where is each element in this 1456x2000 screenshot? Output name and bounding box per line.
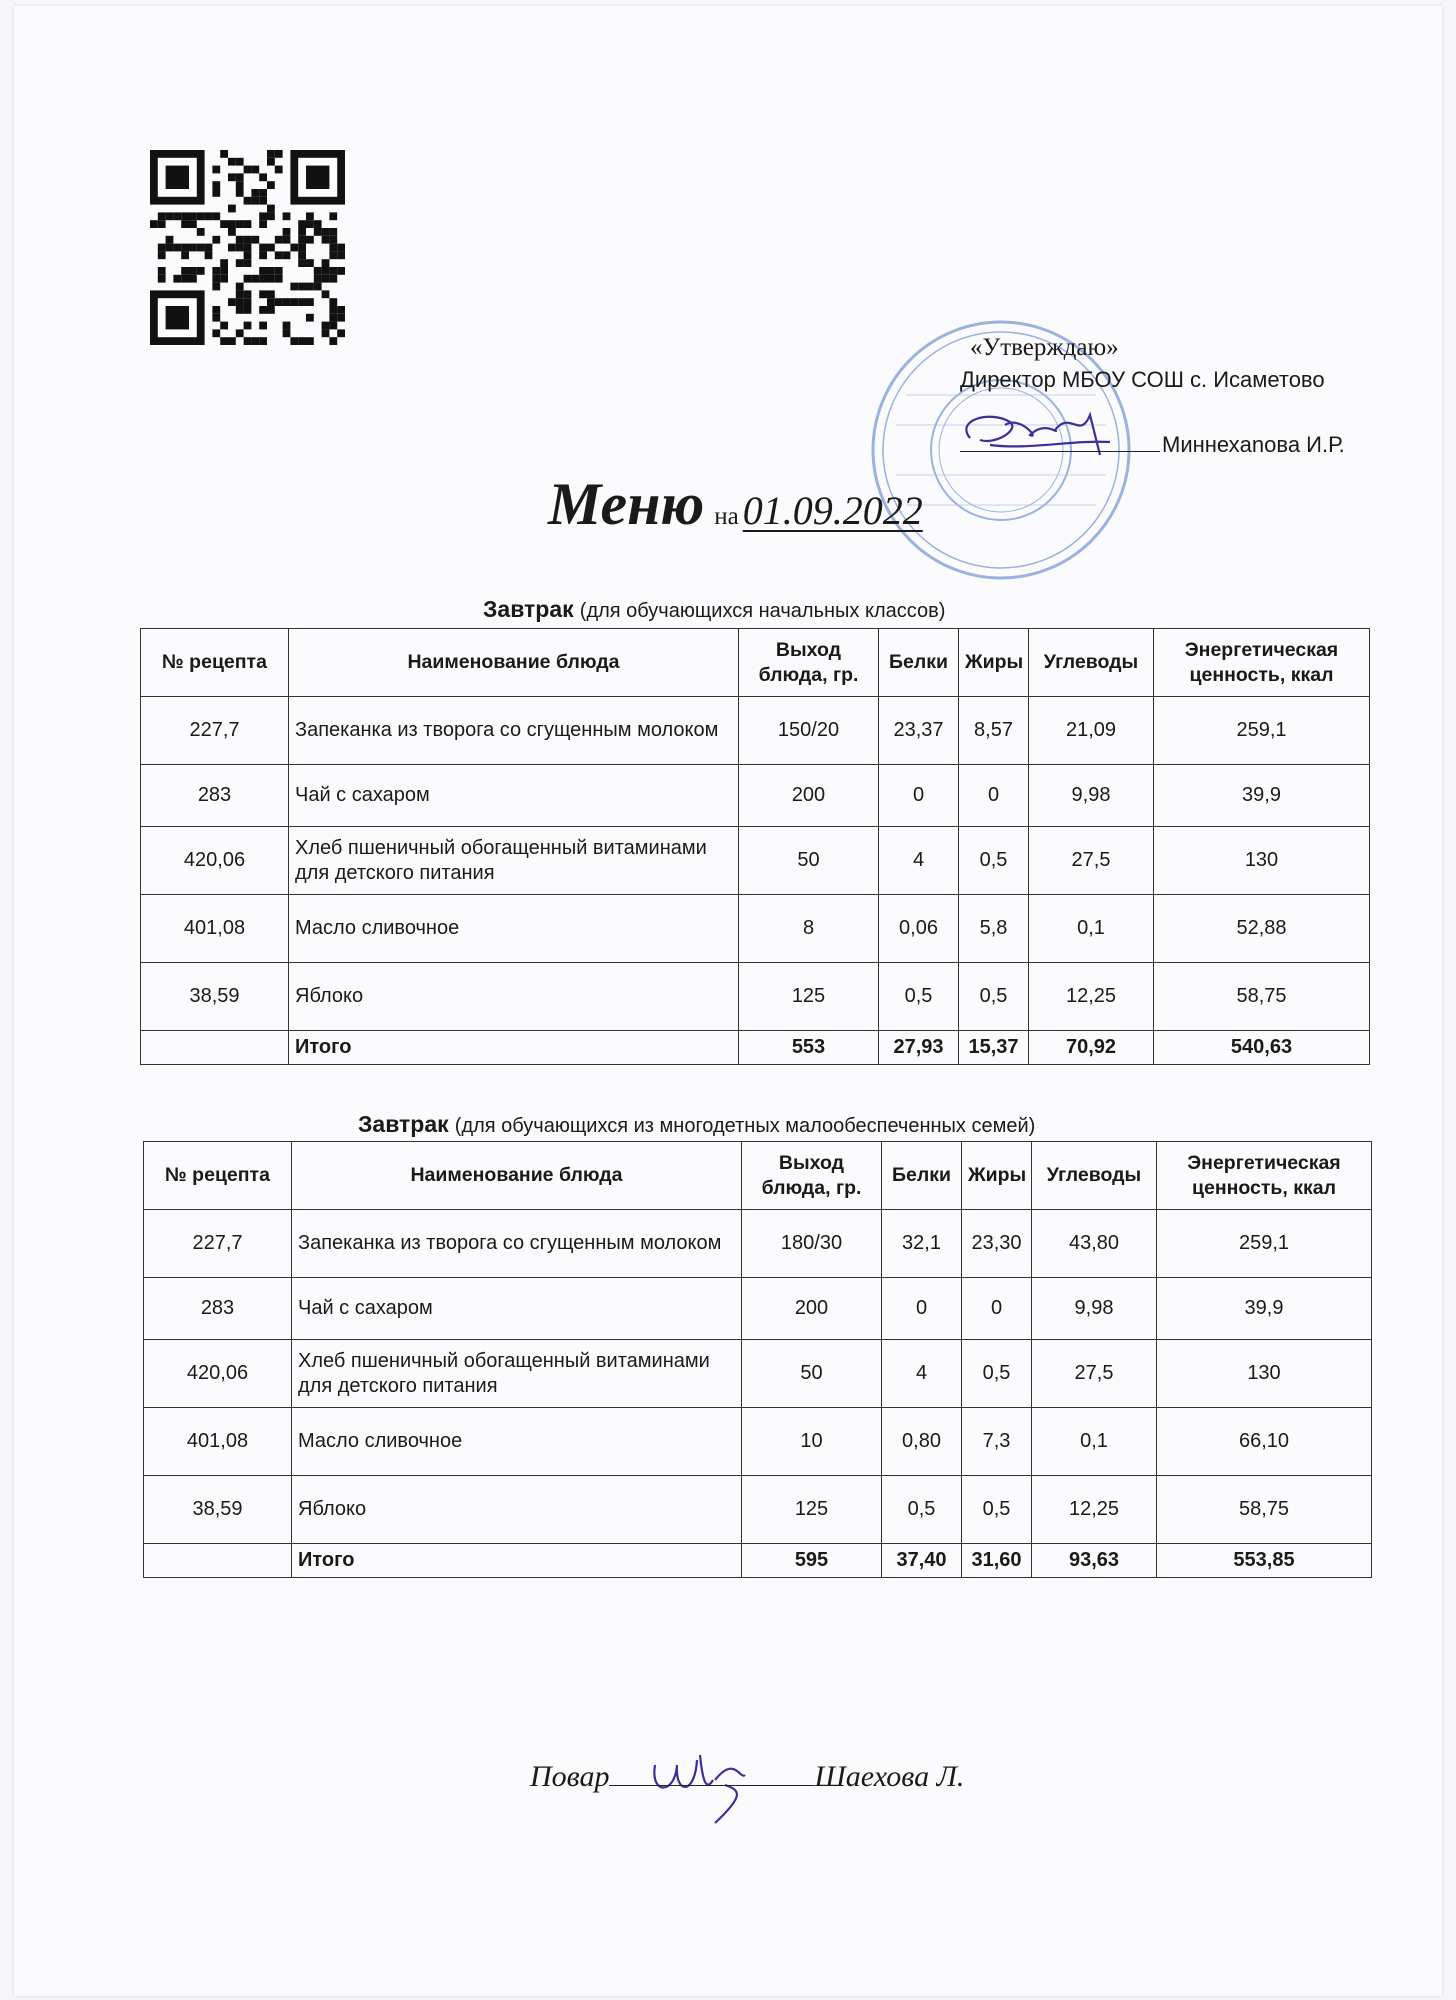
value-cell: 0,5 <box>882 1476 962 1544</box>
value-cell: 32,1 <box>882 1210 962 1278</box>
value-cell: 50 <box>742 1340 882 1408</box>
menu-table-large-families <box>143 1141 1372 1578</box>
dish-name-cell: Чай с сахаром <box>292 1278 742 1340</box>
value-cell: 200 <box>739 765 879 827</box>
table-row <box>144 1278 1372 1340</box>
value-cell: 180/30 <box>742 1210 882 1278</box>
value-cell: 58,75 <box>1154 963 1370 1031</box>
column-header: Углеводы <box>1029 629 1154 697</box>
menu-table-primary <box>140 628 1370 1065</box>
value-cell: 0,5 <box>959 827 1029 895</box>
value-cell: 9,98 <box>1032 1278 1157 1340</box>
value-cell: 23,30 <box>962 1210 1032 1278</box>
value-cell: 70,92 <box>1029 1031 1154 1065</box>
value-cell: 200 <box>742 1278 882 1340</box>
value-cell: 93,63 <box>1032 1544 1157 1578</box>
table2-caption <box>358 1111 1035 1138</box>
recipe-number-cell: 283 <box>144 1278 292 1340</box>
value-cell: 43,80 <box>1032 1210 1157 1278</box>
value-cell: 0,5 <box>962 1340 1032 1408</box>
value-cell: 15,37 <box>959 1031 1029 1065</box>
value-cell: 7,3 <box>962 1408 1032 1476</box>
value-cell: 0,06 <box>879 895 959 963</box>
recipe-number-cell: 401,08 <box>144 1408 292 1476</box>
page-title <box>548 470 923 539</box>
recipe-number-cell: 38,59 <box>144 1476 292 1544</box>
value-cell: 0 <box>879 765 959 827</box>
value-cell: 0 <box>962 1278 1032 1340</box>
table-row <box>141 765 1370 827</box>
value-cell: 23,37 <box>879 697 959 765</box>
value-cell: 50 <box>739 827 879 895</box>
table-header-row <box>141 629 1370 697</box>
dish-name-cell: Запеканка из творога со сгущенным молоком <box>289 697 739 765</box>
dish-name-cell: Масло сливочное <box>292 1408 742 1476</box>
value-cell: 39,9 <box>1154 765 1370 827</box>
dish-name-cell: Хлеб пшеничный обогащенный витаминами для детского питания <box>292 1340 742 1408</box>
value-cell: 130 <box>1154 827 1370 895</box>
column-header: № рецепта <box>144 1142 292 1210</box>
recipe-number-cell: 38,59 <box>141 963 289 1031</box>
table2-caption-bold: Завтрак <box>358 1111 449 1137</box>
approval-heading: «Утверждаю» <box>970 334 1119 361</box>
column-header: Энергетическая ценность, ккал <box>1157 1142 1372 1210</box>
value-cell: 9,98 <box>1029 765 1154 827</box>
recipe-number-cell: 227,7 <box>141 697 289 765</box>
dish-name-cell: Чай с сахаром <box>289 765 739 827</box>
approval-name: Миннехanова И.Р. <box>1162 432 1345 457</box>
column-header: Выход блюда, гр. <box>739 629 879 697</box>
column-header: Жиры <box>962 1142 1032 1210</box>
column-header: № рецепта <box>141 629 289 697</box>
dish-name-cell: Запеканка из творога со сгущенным молоком <box>292 1210 742 1278</box>
value-cell: 27,93 <box>879 1031 959 1065</box>
dish-name-cell: Яблоко <box>289 963 739 1031</box>
value-cell: 39,9 <box>1157 1278 1372 1340</box>
column-header: Белки <box>879 629 959 697</box>
dish-name-cell: Итого <box>292 1544 742 1578</box>
table-row <box>141 895 1370 963</box>
value-cell: 150/20 <box>739 697 879 765</box>
recipe-number-cell: 420,06 <box>141 827 289 895</box>
value-cell: 130 <box>1157 1340 1372 1408</box>
value-cell: 4 <box>882 1340 962 1408</box>
dish-name-cell: Итого <box>289 1031 739 1065</box>
approval-position: Директор МБОУ СОШ с. Исаметово <box>960 367 1325 392</box>
cook-role: Повар <box>530 1760 610 1793</box>
dish-name-cell: Масло сливочное <box>289 895 739 963</box>
value-cell: 8,57 <box>959 697 1029 765</box>
recipe-number-cell: 283 <box>141 765 289 827</box>
column-header: Жиры <box>959 629 1029 697</box>
value-cell: 4 <box>879 827 959 895</box>
column-header: Выход блюда, гр. <box>742 1142 882 1210</box>
value-cell: 52,88 <box>1154 895 1370 963</box>
approval-signature-line <box>960 432 1345 458</box>
title-main: Меню <box>548 471 705 537</box>
table2-caption-rest: (для обучающихся из многодетных малообеспеченных семей) <box>454 1115 1036 1137</box>
total-row <box>144 1544 1372 1578</box>
column-header: Углеводы <box>1032 1142 1157 1210</box>
value-cell: 0,5 <box>879 963 959 1031</box>
value-cell: 12,25 <box>1032 1476 1157 1544</box>
recipe-number-cell <box>144 1544 292 1578</box>
table-row <box>144 1340 1372 1408</box>
table-header-row <box>144 1142 1372 1210</box>
value-cell: 31,60 <box>962 1544 1032 1578</box>
value-cell: 259,1 <box>1157 1210 1372 1278</box>
value-cell: 12,25 <box>1029 963 1154 1031</box>
value-cell: 58,75 <box>1157 1476 1372 1544</box>
table1-caption-rest: (для обучающихся начальных классов) <box>579 600 946 622</box>
value-cell: 27,5 <box>1032 1340 1157 1408</box>
value-cell: 8 <box>739 895 879 963</box>
column-header: Белки <box>882 1142 962 1210</box>
recipe-number-cell: 227,7 <box>144 1210 292 1278</box>
value-cell: 125 <box>742 1476 882 1544</box>
value-cell: 0,5 <box>962 1476 1032 1544</box>
title-preposition: на <box>714 503 739 530</box>
dish-name-cell: Хлеб пшеничный обогащенный витаминами для детского питания <box>289 827 739 895</box>
value-cell: 125 <box>739 963 879 1031</box>
recipe-number-cell: 420,06 <box>144 1340 292 1408</box>
value-cell: 540,63 <box>1154 1031 1370 1065</box>
value-cell: 27,5 <box>1029 827 1154 895</box>
total-row <box>141 1031 1370 1065</box>
title-date: 01.09.2022 <box>742 488 923 533</box>
value-cell: 37,40 <box>882 1544 962 1578</box>
value-cell: 66,10 <box>1157 1408 1372 1476</box>
recipe-number-cell <box>141 1031 289 1065</box>
value-cell: 0,1 <box>1029 895 1154 963</box>
value-cell: 553,85 <box>1157 1544 1372 1578</box>
cook-line <box>530 1760 964 1794</box>
value-cell: 0,5 <box>959 963 1029 1031</box>
column-header: Энергетическая ценность, ккал <box>1154 629 1370 697</box>
column-header: Наименование блюда <box>292 1142 742 1210</box>
value-cell: 0 <box>882 1278 962 1340</box>
value-cell: 595 <box>742 1544 882 1578</box>
dish-name-cell: Яблоко <box>292 1476 742 1544</box>
value-cell: 0,80 <box>882 1408 962 1476</box>
table-row <box>144 1408 1372 1476</box>
cook-name: Шаехова Л. <box>814 1760 965 1793</box>
table1-caption-bold: Завтрак <box>483 596 574 622</box>
value-cell: 10 <box>742 1408 882 1476</box>
qr-code <box>150 150 345 345</box>
table-row <box>141 963 1370 1031</box>
column-header: Наименование блюда <box>289 629 739 697</box>
value-cell: 259,1 <box>1154 697 1370 765</box>
table1-caption <box>483 596 945 623</box>
table-row <box>141 827 1370 895</box>
value-cell: 21,09 <box>1029 697 1154 765</box>
value-cell: 0 <box>959 765 1029 827</box>
table-row <box>144 1476 1372 1544</box>
table-row <box>141 697 1370 765</box>
recipe-number-cell: 401,08 <box>141 895 289 963</box>
table-row <box>144 1210 1372 1278</box>
value-cell: 0,1 <box>1032 1408 1157 1476</box>
value-cell: 553 <box>739 1031 879 1065</box>
value-cell: 5,8 <box>959 895 1029 963</box>
